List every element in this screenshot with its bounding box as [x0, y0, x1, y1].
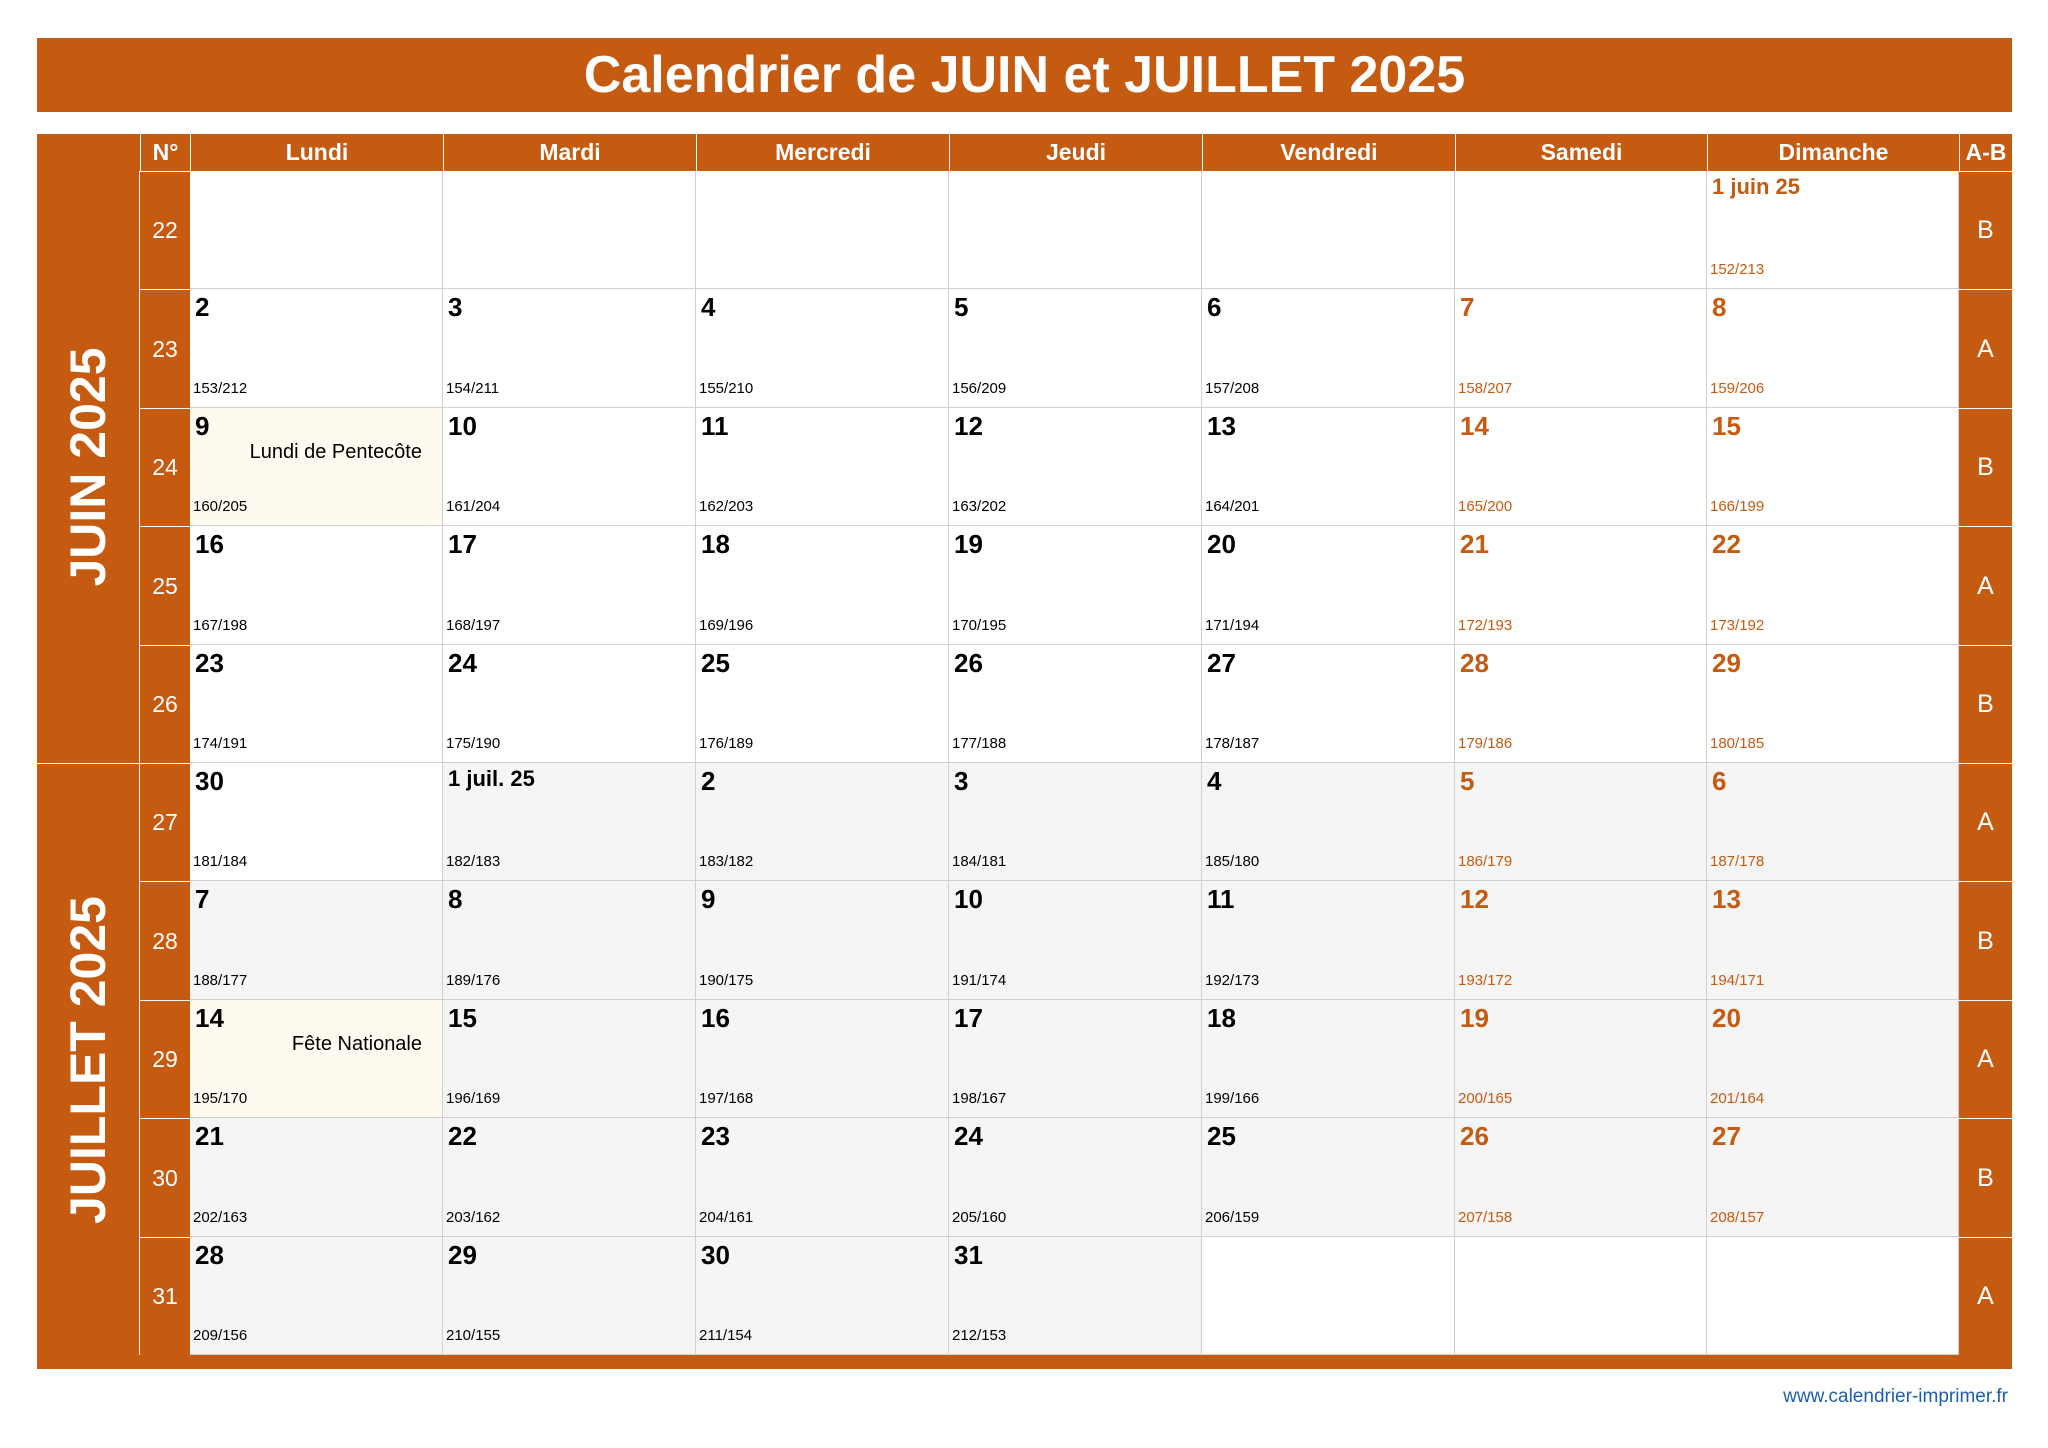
day-cell[interactable]	[696, 881, 949, 1000]
day-cell[interactable]	[1707, 408, 1959, 526]
day-count: 198/167	[952, 1090, 1007, 1107]
day-number: 7	[195, 884, 210, 914]
day-number: 8	[1712, 292, 1727, 322]
day-number: 23	[195, 648, 224, 678]
empty-cell	[1455, 171, 1707, 289]
day-count: 168/197	[446, 617, 501, 634]
day-count: 170/195	[952, 617, 1007, 634]
day-count: 167/198	[193, 617, 248, 634]
day-count: 187/178	[1710, 853, 1765, 870]
day-count: 189/176	[446, 972, 501, 989]
header-mercredi: Mercredi	[696, 134, 949, 171]
day-count: 186/179	[1458, 853, 1513, 870]
day-number: 14	[195, 1003, 224, 1033]
day-count: 197/168	[699, 1090, 754, 1107]
day-number: 16	[701, 1003, 730, 1033]
empty-cell	[1455, 1237, 1707, 1355]
day-count: 202/163	[193, 1209, 248, 1226]
day-number: 24	[448, 648, 477, 678]
day-count: 212/153	[952, 1327, 1007, 1344]
day-cell[interactable]	[1202, 645, 1455, 763]
day-count: 158/207	[1458, 380, 1513, 397]
week-number: 28	[140, 881, 190, 1000]
week-ab: B	[1959, 408, 2012, 526]
day-cell[interactable]	[949, 763, 1202, 881]
day-cell[interactable]	[696, 763, 949, 881]
day-cell[interactable]	[1455, 763, 1707, 881]
day-count: 160/205	[193, 498, 248, 515]
day-count: 171/194	[1205, 617, 1260, 634]
website-link[interactable]: www.calendrier-imprimer.fr	[1783, 1386, 2008, 1407]
day-cell[interactable]	[190, 408, 443, 526]
day-number: 1 juin 25	[1712, 174, 1801, 199]
day-count: 188/177	[193, 972, 248, 989]
day-number: 25	[1207, 1121, 1236, 1151]
day-number: 12	[1460, 884, 1489, 914]
day-cell[interactable]	[696, 408, 949, 526]
day-count: 181/184	[193, 853, 248, 870]
day-count: 173/192	[1710, 617, 1765, 634]
day-cell[interactable]	[443, 289, 696, 408]
day-cell[interactable]	[1202, 408, 1455, 526]
day-number: 15	[1712, 411, 1741, 441]
day-number: 4	[1207, 766, 1222, 796]
day-cell[interactable]	[949, 526, 1202, 645]
day-count: 180/185	[1710, 735, 1765, 752]
day-number: 24	[954, 1121, 983, 1151]
week-ab: A	[1959, 1237, 2012, 1355]
day-number: 19	[954, 529, 983, 559]
day-cell[interactable]	[1202, 289, 1455, 408]
day-cell[interactable]	[696, 526, 949, 645]
day-number: 8	[448, 884, 463, 914]
day-cell[interactable]	[443, 1000, 696, 1118]
day-number: 14	[1460, 411, 1489, 441]
day-cell[interactable]	[949, 408, 1202, 526]
day-cell[interactable]	[1202, 526, 1455, 645]
day-count: 153/212	[193, 380, 248, 397]
day-number: 27	[1712, 1121, 1741, 1151]
day-cell[interactable]	[1707, 171, 1959, 289]
day-cell[interactable]	[696, 289, 949, 408]
day-cell[interactable]	[1455, 289, 1707, 408]
day-number: 4	[701, 292, 716, 322]
day-count: 166/199	[1710, 498, 1765, 515]
day-count: 179/186	[1458, 735, 1513, 752]
day-cell[interactable]	[1707, 526, 1959, 645]
day-cell[interactable]	[1707, 763, 1959, 881]
day-cell[interactable]	[696, 645, 949, 763]
day-count: 175/190	[446, 735, 501, 752]
day-count: 192/173	[1205, 972, 1260, 989]
day-count: 194/171	[1710, 972, 1765, 989]
day-count: 207/158	[1458, 1209, 1513, 1226]
day-number: 19	[1460, 1003, 1489, 1033]
day-cell[interactable]	[1707, 289, 1959, 408]
day-cell[interactable]	[696, 1000, 949, 1118]
day-cell[interactable]	[949, 645, 1202, 763]
day-cell[interactable]	[1707, 1000, 1959, 1118]
day-number: 3	[448, 292, 463, 322]
day-count: 164/201	[1205, 498, 1260, 515]
day-number: 27	[1207, 648, 1236, 678]
day-count: 190/175	[699, 972, 754, 989]
week-number: 29	[140, 1000, 190, 1118]
day-number: 6	[1712, 766, 1727, 796]
header-samedi: Samedi	[1455, 134, 1707, 171]
bottom-bar	[37, 1355, 2012, 1369]
day-number: 22	[448, 1121, 477, 1151]
day-cell[interactable]	[949, 1000, 1202, 1118]
day-number: 28	[195, 1240, 224, 1270]
day-cell[interactable]	[1202, 881, 1455, 1000]
day-count: 183/182	[699, 853, 754, 870]
week-number: 25	[140, 526, 190, 645]
day-number: 9	[701, 884, 716, 914]
week-ab: B	[1959, 171, 2012, 289]
day-count: 200/165	[1458, 1090, 1513, 1107]
month-band-juillet	[37, 764, 140, 1355]
day-number: 25	[701, 648, 730, 678]
day-count: 204/161	[699, 1209, 754, 1226]
empty-cell	[1202, 1237, 1455, 1355]
header-vendredi: Vendredi	[1202, 134, 1455, 171]
header-ab: A-B	[1959, 134, 2012, 171]
day-count: 208/157	[1710, 1209, 1765, 1226]
day-cell[interactable]	[1455, 1118, 1707, 1237]
empty-cell	[696, 171, 949, 289]
day-number: 13	[1712, 884, 1741, 914]
day-count: 154/211	[446, 380, 500, 397]
day-cell[interactable]	[443, 1118, 696, 1237]
week-number: 22	[140, 171, 190, 289]
holiday-label: Fête Nationale	[291, 1033, 422, 1055]
day-number: 1 juil. 25	[448, 766, 535, 791]
day-cell[interactable]	[443, 1237, 696, 1355]
day-number: 17	[954, 1003, 983, 1033]
day-cell[interactable]	[1202, 763, 1455, 881]
day-number: 31	[954, 1240, 983, 1270]
week-ab: A	[1959, 526, 2012, 645]
day-number: 20	[1712, 1003, 1741, 1033]
day-number: 5	[1460, 766, 1475, 796]
day-cell[interactable]	[190, 1118, 443, 1237]
day-cell[interactable]	[190, 1000, 443, 1118]
week-ab: A	[1959, 1000, 2012, 1118]
day-count: 206/159	[1205, 1209, 1260, 1226]
month-band-juin	[37, 171, 140, 763]
empty-cell	[949, 171, 1202, 289]
day-count: 169/196	[699, 617, 754, 634]
week-ab: A	[1959, 763, 2012, 881]
day-cell[interactable]	[1202, 1118, 1455, 1237]
day-cell[interactable]	[443, 526, 696, 645]
day-count: 178/187	[1205, 735, 1260, 752]
day-cell[interactable]	[1455, 408, 1707, 526]
day-count: 191/174	[952, 972, 1007, 989]
header-jeudi: Jeudi	[949, 134, 1202, 171]
week-number: 24	[140, 408, 190, 526]
header-mardi: Mardi	[443, 134, 696, 171]
day-number: 13	[1207, 411, 1236, 441]
day-cell[interactable]	[1202, 1000, 1455, 1118]
day-count: 203/162	[446, 1209, 501, 1226]
day-count: 209/156	[193, 1327, 248, 1344]
page-title: Calendrier de JUIN et JUILLET 2025	[37, 38, 2012, 112]
day-number: 10	[448, 411, 477, 441]
day-number: 30	[195, 766, 224, 796]
day-count: 205/160	[952, 1209, 1007, 1226]
day-number: 9	[195, 411, 210, 441]
day-cell[interactable]	[190, 881, 443, 1000]
day-count: 165/200	[1458, 498, 1513, 515]
day-number: 18	[701, 529, 730, 559]
month-label-juin: JUIN 2025	[60, 347, 116, 587]
week-ab: B	[1959, 881, 2012, 1000]
day-number: 29	[448, 1240, 477, 1270]
day-cell[interactable]	[1455, 526, 1707, 645]
day-number: 11	[701, 411, 729, 441]
day-number: 7	[1460, 292, 1475, 322]
day-number: 23	[701, 1121, 730, 1151]
day-count: 162/203	[699, 498, 754, 515]
header-lundi: Lundi	[190, 134, 443, 171]
day-number: 26	[1460, 1121, 1489, 1151]
day-cell[interactable]	[949, 881, 1202, 1000]
day-number: 2	[195, 292, 210, 322]
day-number: 12	[954, 411, 983, 441]
day-number: 10	[954, 884, 983, 914]
day-cell[interactable]	[443, 408, 696, 526]
day-number: 11	[1207, 884, 1235, 914]
day-count: 172/193	[1458, 617, 1513, 634]
day-count: 185/180	[1205, 853, 1260, 870]
day-number: 17	[448, 529, 477, 559]
day-number: 20	[1207, 529, 1236, 559]
day-number: 30	[701, 1240, 730, 1270]
day-count: 211/154	[699, 1327, 753, 1344]
empty-cell	[443, 171, 696, 289]
day-cell[interactable]	[949, 289, 1202, 408]
day-number: 3	[954, 766, 969, 796]
day-count: 176/189	[699, 735, 754, 752]
day-cell[interactable]	[949, 1237, 1202, 1355]
week-number: 31	[140, 1237, 190, 1355]
day-number: 6	[1207, 292, 1222, 322]
week-number: 26	[140, 645, 190, 763]
day-cell[interactable]	[443, 645, 696, 763]
day-cell[interactable]	[190, 289, 443, 408]
day-number: 28	[1460, 648, 1489, 678]
holiday-label: Lundi de Pentecôte	[249, 441, 422, 463]
day-number: 21	[1460, 529, 1489, 559]
day-number: 5	[954, 292, 969, 322]
day-count: 199/166	[1205, 1090, 1260, 1107]
week-number: 30	[140, 1118, 190, 1237]
day-count: 210/155	[446, 1327, 501, 1344]
day-number: 26	[954, 648, 983, 678]
day-cell[interactable]	[190, 526, 443, 645]
day-count: 177/188	[952, 735, 1007, 752]
day-count: 163/202	[952, 498, 1007, 515]
day-number: 18	[1207, 1003, 1236, 1033]
day-count: 157/208	[1205, 380, 1260, 397]
day-count: 174/191	[193, 735, 248, 752]
day-count: 156/209	[952, 380, 1007, 397]
empty-cell	[1707, 1237, 1959, 1355]
day-cell[interactable]	[1455, 1000, 1707, 1118]
day-cell[interactable]	[696, 1237, 949, 1355]
day-cell[interactable]	[443, 763, 696, 881]
day-cell[interactable]	[190, 645, 443, 763]
week-ab: B	[1959, 645, 2012, 763]
week-number: 27	[140, 763, 190, 881]
day-cell[interactable]	[190, 1237, 443, 1355]
day-cell[interactable]	[1707, 645, 1959, 763]
header-dimanche: Dimanche	[1707, 134, 1959, 171]
day-number: 29	[1712, 648, 1741, 678]
day-cell[interactable]	[696, 1118, 949, 1237]
day-count: 161/204	[446, 498, 501, 515]
day-cell[interactable]	[190, 763, 443, 881]
day-count: 159/206	[1710, 380, 1765, 397]
day-cell[interactable]	[1707, 1118, 1959, 1237]
day-count: 201/164	[1710, 1090, 1765, 1107]
day-number: 22	[1712, 529, 1741, 559]
day-number: 16	[195, 529, 224, 559]
day-number: 21	[195, 1121, 224, 1151]
day-number: 15	[448, 1003, 477, 1033]
day-count: 193/172	[1458, 972, 1513, 989]
empty-cell	[1202, 171, 1455, 289]
day-cell[interactable]	[1455, 645, 1707, 763]
day-count: 184/181	[952, 853, 1007, 870]
month-label-juillet: JUILLET 2025	[60, 895, 116, 1224]
week-ab: B	[1959, 1118, 2012, 1237]
day-cell[interactable]	[1455, 881, 1707, 1000]
day-number: 2	[701, 766, 716, 796]
day-cell[interactable]	[949, 1118, 1202, 1237]
day-count: 182/183	[446, 853, 501, 870]
day-count: 152/213	[1710, 261, 1765, 278]
day-count: 155/210	[699, 380, 754, 397]
week-number: 23	[140, 289, 190, 408]
day-count: 195/170	[193, 1090, 248, 1107]
empty-cell	[190, 171, 443, 289]
day-cell[interactable]	[443, 881, 696, 1000]
week-ab: A	[1959, 289, 2012, 408]
day-cell[interactable]	[1707, 881, 1959, 1000]
header-week-number: N°	[140, 134, 190, 171]
day-count: 196/169	[446, 1090, 501, 1107]
header-corner	[37, 134, 140, 171]
